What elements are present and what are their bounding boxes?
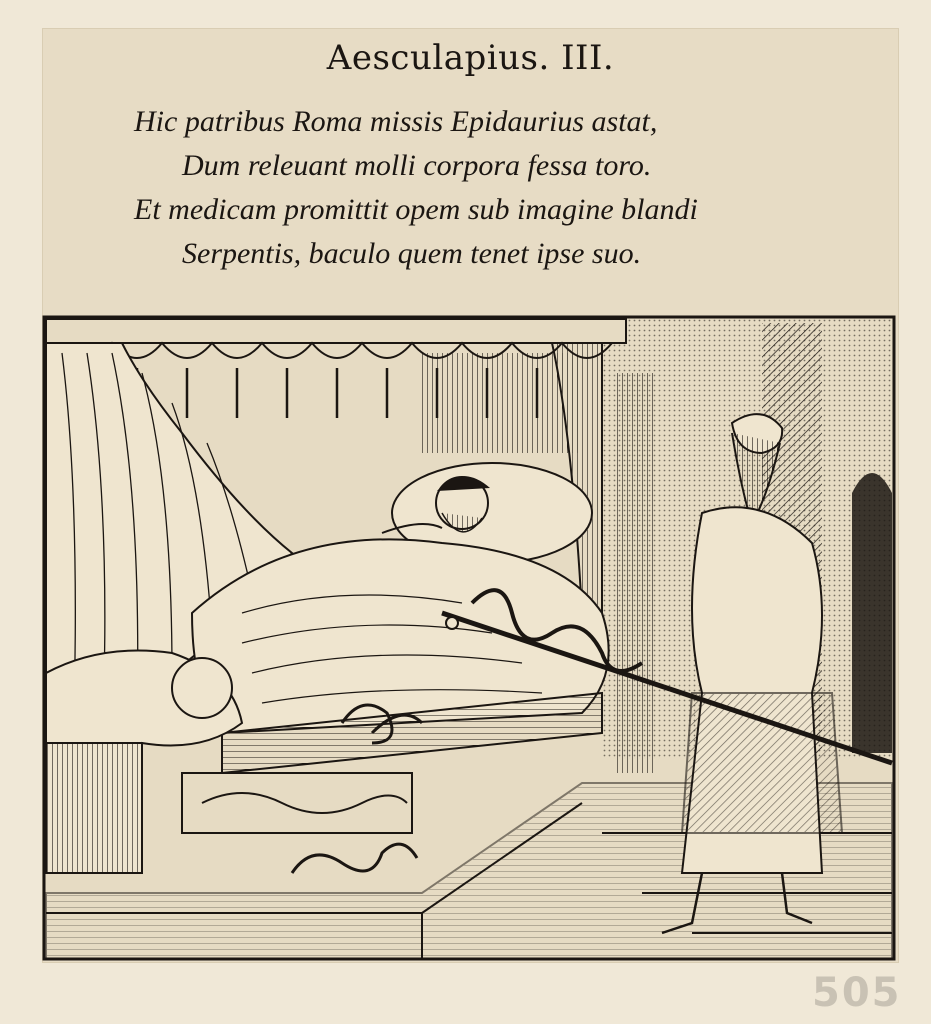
pencil-number: 505 bbox=[812, 970, 902, 1016]
verse-line-1: Hic patribus Roma missis Epidaurius astat, bbox=[134, 105, 658, 138]
column-left bbox=[617, 373, 657, 773]
print-sheet bbox=[42, 28, 899, 963]
woodcut-illustration bbox=[42, 313, 899, 963]
emblem-verse bbox=[134, 100, 834, 276]
emblem-title: Aesculapius. III. bbox=[326, 38, 615, 78]
verse-line-4: Serpentis, baculo quem tenet ipse suo. bbox=[182, 237, 642, 270]
doorway-arch bbox=[852, 473, 892, 753]
verse-line-3: Et medicam promittit opem sub imagine blandi bbox=[134, 193, 698, 226]
verse-line-2: Dum releuant molli corpora fessa toro. bbox=[182, 149, 652, 182]
